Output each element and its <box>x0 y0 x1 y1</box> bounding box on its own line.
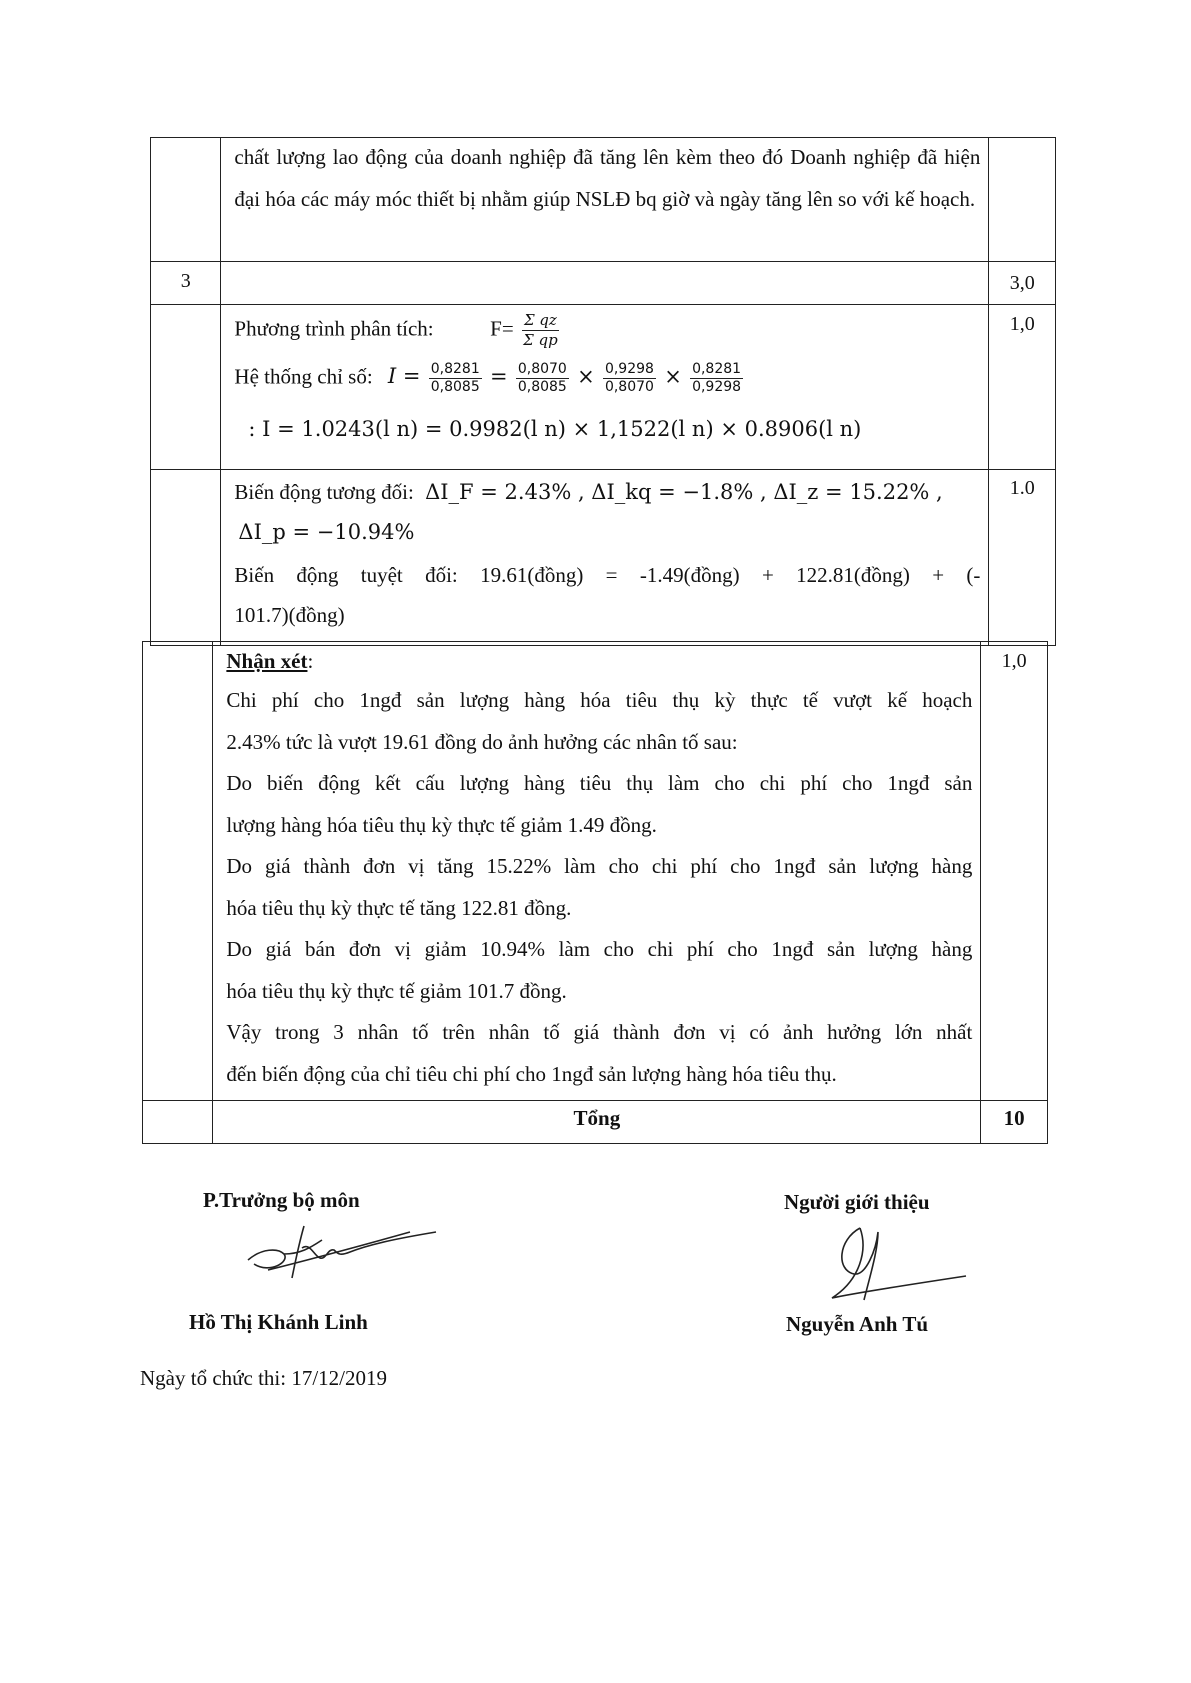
fraction-denominator: 0,8085 <box>430 379 480 395</box>
absolute-change <box>234 554 980 596</box>
index-label: Hệ thống chỉ số: <box>234 364 373 389</box>
left-signature-icon <box>240 1218 440 1293</box>
absolute-values: 19.61(đồng) = -1.49(đồng) + 122.81(đồng) + (- <box>480 563 981 587</box>
question-score: 3,0 <box>989 262 1056 305</box>
comment-paragraph <box>226 763 972 805</box>
answer-table-lower <box>142 641 1048 1144</box>
total-label: Tổng <box>213 1101 981 1144</box>
right-signer-title: Người giới thiệu <box>784 1190 930 1214</box>
i-symbol: I = <box>387 364 421 389</box>
paragraph-continued <box>234 137 980 220</box>
table-row <box>151 262 1056 305</box>
cell-content <box>221 470 989 646</box>
paragraph-line: Vậy trong 3 nhân tố trên nhân tố giá thành đơn vị có ảnh hưởng lớn nhất <box>226 1020 973 1044</box>
relative-values: ΔI_F = 2.43% , ΔI_kq = −1.8% , ΔI_z = 15.22% , <box>425 480 943 504</box>
exam-date: Ngày tổ chức thi: 17/12/2019 <box>140 1366 388 1390</box>
equation-label: Phương trình phân tích: <box>234 316 434 341</box>
table-row <box>151 138 1056 262</box>
paragraph-line: Do giá bán đơn vị giảm 10.94% làm cho chi phí cho 1ngđ sản lượng hàng <box>226 937 973 961</box>
f-symbol: F= <box>490 316 514 341</box>
f-numerator: Σ qz <box>523 311 557 329</box>
left-signer-name: Hồ Thị Khánh Linh <box>189 1310 368 1334</box>
right-signature-icon <box>820 1220 970 1310</box>
comment-score: 1,0 <box>981 642 1048 1101</box>
cell-content <box>213 642 981 1101</box>
absolute-values-continued: 101.7)(đồng) <box>234 603 345 627</box>
fraction-numerator: 0,8281 <box>430 361 480 377</box>
relative-change <box>234 472 980 512</box>
cell-content <box>221 305 989 470</box>
cell-question-number <box>151 305 221 470</box>
comment-paragraph <box>226 1054 972 1096</box>
cell-score <box>989 138 1056 262</box>
absolute-label: Biến động tuyệt đối: <box>234 563 458 587</box>
paragraph-line: hóa tiêu thụ kỳ thực tế giảm 101.7 đồng. <box>226 978 567 1003</box>
equation-score: 1,0 <box>989 305 1056 470</box>
right-signer-name: Nguyễn Anh Tú <box>786 1312 929 1336</box>
comment-paragraph <box>226 722 972 764</box>
index-result: : I = 1.0243(l n) = 0.9982(l n) × 1,1522(l n) × 0.8906(l n) <box>248 417 862 441</box>
paragraph-line: lượng hàng hóa tiêu thụ kỳ thực tế giảm 1.49 đồng. <box>226 812 657 837</box>
fraction-numerator: 0,9298 <box>604 361 654 377</box>
comment-heading-text: Nhận xét <box>226 649 308 673</box>
cell-content <box>221 262 989 305</box>
index-fraction <box>516 361 569 396</box>
fraction-numerator: 0,8281 <box>692 361 742 377</box>
index-fraction <box>429 361 482 396</box>
fraction-denominator: 0,9298 <box>692 379 742 395</box>
comment-paragraph <box>226 846 972 888</box>
relative-label: Biến động tương đối: <box>234 480 414 504</box>
fraction-numerator: 0,8070 <box>517 361 567 377</box>
left-signer-title: P.Trưởng bộ môn <box>203 1188 360 1212</box>
paragraph-line: Chi phí cho 1ngđ sản lượng hàng hóa tiêu thụ kỳ thực tế vượt kế hoạch <box>226 688 973 712</box>
paragraph-text: chất lượng lao động của doanh nghiệp đã tăng lên kèm theo đó Doanh nghiệp đã hiện đại hóa các máy móc thiết bị nhằm giúp NSLĐ bq giờ và ngày tăng lên so với kế hoạch. <box>234 145 981 211</box>
comment-paragraph <box>226 805 972 847</box>
paragraph-line: Do giá thành đơn vị tăng 15.22% làm cho chi phí cho 1ngđ sản lượng hàng <box>226 854 973 878</box>
cell-question-number <box>143 1101 213 1144</box>
table-row <box>143 1101 1048 1144</box>
index-system: Hệ thống chỉ số: I = $\frac{0,8281}{0,8085}$ = $\frac{0,8070}{0,8085}$ × $\frac{0,9298}{0,8070}$ × $\frac{0,8281}{0,9298}$ <box>234 361 742 395</box>
analysis-equation <box>234 311 980 351</box>
cell-question-number <box>151 138 221 262</box>
total-score: 10 <box>981 1101 1048 1144</box>
change-score: 1.0 <box>989 470 1056 646</box>
table-row <box>151 470 1056 646</box>
f-fraction <box>522 311 559 350</box>
comment-paragraph <box>226 929 972 971</box>
comment-heading-colon: : <box>307 649 314 673</box>
paragraph-line: 2.43% tức là vượt 19.61 đồng do ảnh hưởng các nhân tố sau: <box>226 729 738 754</box>
table-row <box>151 305 1056 470</box>
paragraph-line: Do biến động kết cấu lượng hàng tiêu thụ làm cho chi phí cho 1ngđ sản <box>226 771 973 795</box>
question-number: 3 <box>151 262 221 305</box>
index-fraction <box>690 361 743 396</box>
cell-content <box>221 138 989 262</box>
cell-question-number <box>151 470 221 646</box>
fraction-denominator: 0,8070 <box>604 379 654 395</box>
comment-heading <box>226 642 972 680</box>
index-fraction <box>603 361 656 396</box>
comment-paragraph <box>226 1012 972 1054</box>
f-denominator: Σ qp <box>523 331 558 349</box>
answer-table-upper <box>150 137 1056 646</box>
relative-values-continued: ΔI_p = −10.94% <box>238 520 415 544</box>
comment-paragraph <box>226 680 972 722</box>
comment-paragraph <box>226 888 972 930</box>
comment-paragraph <box>226 971 972 1013</box>
paragraph-line: đến biến động của chỉ tiêu chi phí cho 1ngđ sản lượng hàng hóa tiêu thụ. <box>226 1061 837 1086</box>
table-row <box>143 642 1048 1101</box>
paragraph-line: hóa tiêu thụ kỳ thực tế tăng 122.81 đồng. <box>226 895 572 920</box>
fraction-denominator: 0,8085 <box>517 379 567 395</box>
cell-question-number <box>143 642 213 1101</box>
